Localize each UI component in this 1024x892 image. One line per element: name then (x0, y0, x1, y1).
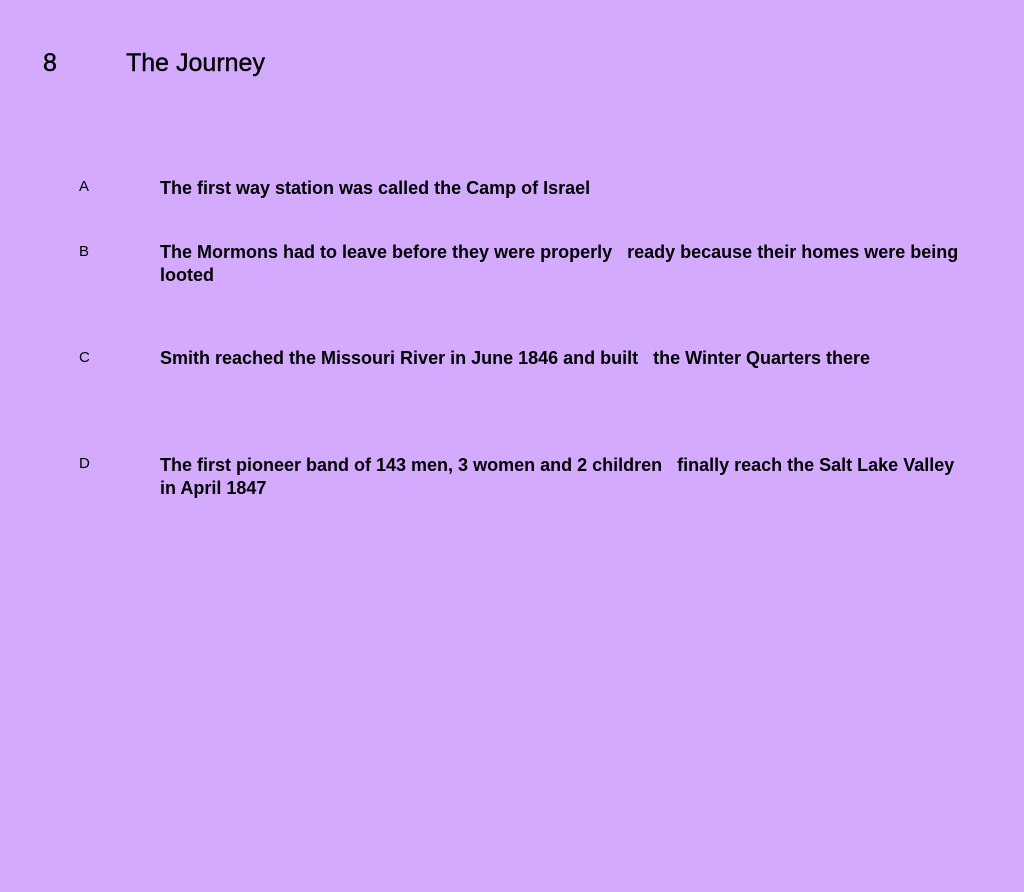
question-title: The Journey (126, 49, 265, 77)
option-d-text[interactable]: The first pioneer band of 143 men, 3 women and 2 children finally reach the Salt Lake Valley in April 1847 (160, 455, 960, 498)
question-number: 8 (43, 49, 57, 77)
option-d-letter: D (79, 455, 90, 472)
option-a-text[interactable]: The first way station was called the Camp of Israel (160, 178, 591, 198)
option-c-text[interactable]: Smith reached the Missouri River in June 1846 and built the Winter Quarters there (160, 348, 871, 368)
option-b-text[interactable]: The Mormons had to leave before they were properly ready because their homes were being looted (160, 242, 964, 285)
option-b-letter: B (79, 243, 90, 260)
option-a-letter: A (79, 178, 90, 195)
option-c-letter: C (79, 349, 90, 366)
